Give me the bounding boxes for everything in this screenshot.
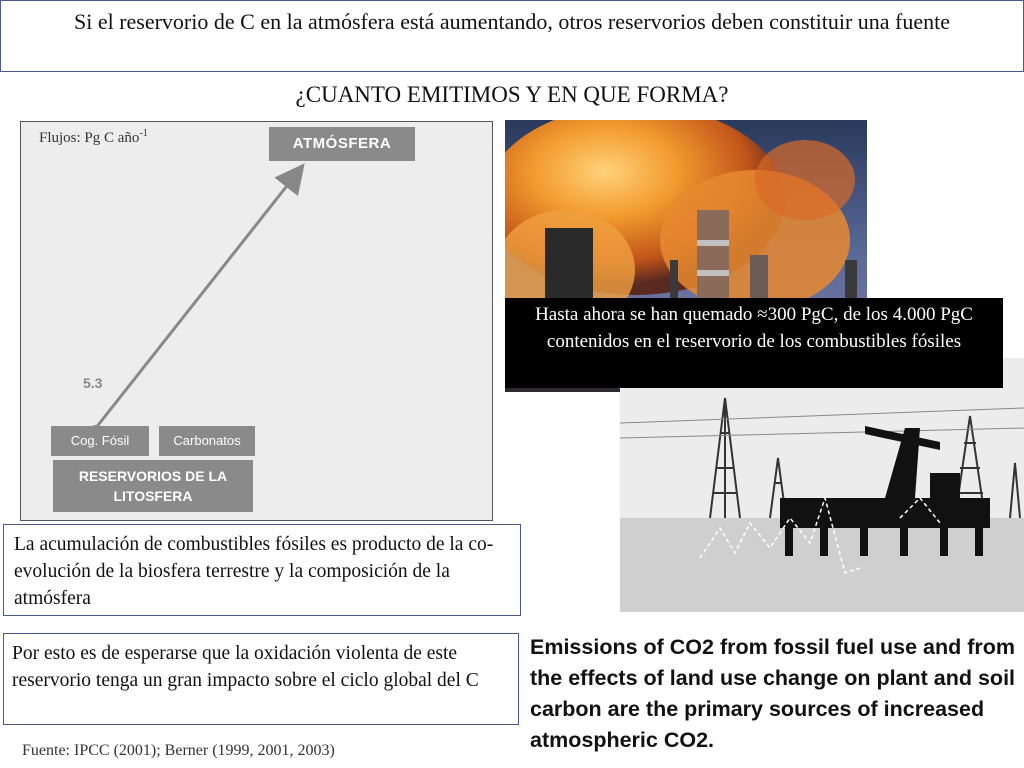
atmosphere-box: ATMÓSFERA	[269, 127, 415, 161]
carbon-flux-diagram	[20, 121, 493, 521]
emissions-statement: Emissions of CO2 from fossil fuel use and from the effects of land use change on plant and soil carbon are the primary sources of increased atmospheric CO2.	[530, 635, 1016, 752]
coevolution-note: La acumulación de combustibles fósiles es producto de la co-evolución de la biosfera terrestre y la composición de la atmósfera	[3, 524, 521, 616]
fossil-fuel-box: Cog. Fósil	[51, 426, 149, 456]
lithosphere-reservoirs-box: RESERVORIOS DE LA LITOSFERA	[53, 460, 253, 512]
slide-title: Si el reservorio de C en la atmósfera está aumentando, otros reservorios deben constituir una fuente	[0, 0, 1024, 72]
source-citation: Fuente: IPCC (2001); Berner (1999, 2001, 2003)	[22, 742, 335, 759]
oxidation-impact-note: Por esto es de esperarse que la oxidación violenta de este reservorio tenga un gran impacto sobre el ciclo global del C	[3, 633, 519, 725]
flux-value: 5.3	[83, 375, 103, 391]
slide-question: ¿CUANTO EMITIMOS Y EN QUE FORMA?	[295, 82, 729, 107]
fossil-burned-caption: Hasta ahora se han quemado ≈300 PgC, de los 4.000 PgC contenidos en el reservorio de los combustibles fósiles	[505, 298, 1003, 388]
carbonates-box: Carbonatos	[159, 426, 255, 456]
oil-pump-photo	[620, 358, 1024, 612]
flux-units-label: Flujos: Pg C año$^{-1}$	[39, 128, 148, 146]
